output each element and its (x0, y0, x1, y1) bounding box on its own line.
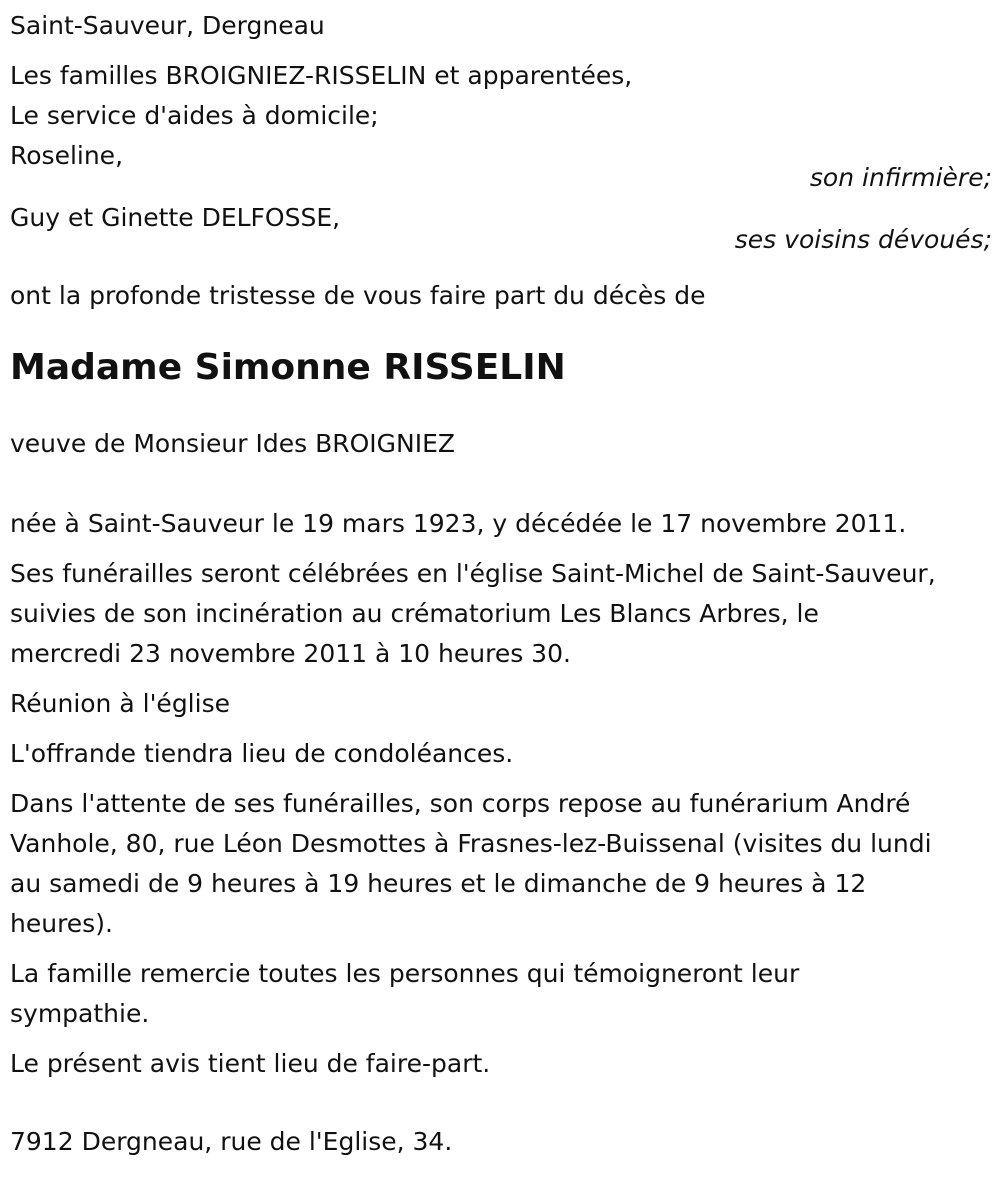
notice-line: Le présent avis tient lieu de faire-part. (10, 1049, 491, 1078)
meeting-note: Réunion à l'église (10, 689, 230, 718)
funeral-line: Ses funérailles seront célébrées en l'église Saint-Michel de Saint-Sauveur, (10, 559, 936, 588)
announcement: ont la profonde tristesse de vous faire part du décès de (10, 281, 706, 310)
thanks-paragraph (10, 954, 992, 1034)
mourner-families: Les familles BROIGNIEZ-RISSELIN et apparentées, (10, 61, 633, 90)
mourner-delfosse: Guy et Ginette DELFOSSE, (10, 203, 341, 232)
funeral-line: suivies de son incinération au crématorium Les Blancs Arbres, le (10, 599, 819, 628)
address-line: 7912 Dergneau, rue de l'Eglise, 34. (10, 1127, 453, 1156)
place-line: Saint-Sauveur, Dergneau (10, 11, 325, 40)
funerarium-line: Vanhole, 80, rue Léon Desmottes à Frasnes-lez-Buissenal (visites du lundi (10, 829, 932, 858)
funeral-line: mercredi 23 novembre 2011 à 10 heures 30. (10, 639, 571, 668)
funerarium-line: heures). (10, 909, 113, 938)
funerarium-paragraph (10, 784, 992, 944)
mourner-roseline-role: son infirmière; (809, 163, 992, 192)
deceased-name: Madame Simonne RISSELIN (10, 347, 566, 388)
funerarium-line: au samedi de 9 heures à 19 heures et le dimanche de 9 heures à 12 (10, 869, 867, 898)
widow-of: veuve de Monsieur Ides BROIGNIEZ (10, 429, 456, 458)
mourners-list (10, 56, 992, 258)
funeral-paragraph (10, 554, 992, 674)
thanks-line: La famille remercie toutes les personnes qui témoigneront leur (10, 959, 800, 988)
mourner-service: Le service d'aides à domicile; (10, 101, 379, 130)
thanks-line: sympathie. (10, 999, 150, 1028)
mourner-roseline: Roseline, (10, 141, 124, 170)
death-notice (10, 6, 992, 1162)
funerarium-line: Dans l'attente de ses funérailles, son corps repose au funérarium André (10, 789, 911, 818)
offering-note: L'offrande tiendra lieu de condoléances. (10, 739, 514, 768)
mourner-delfosse-role: ses voisins dévoués; (734, 225, 992, 254)
birth-death: née à Saint-Sauveur le 19 mars 1923, y décédée le 17 novembre 2011. (10, 509, 907, 538)
